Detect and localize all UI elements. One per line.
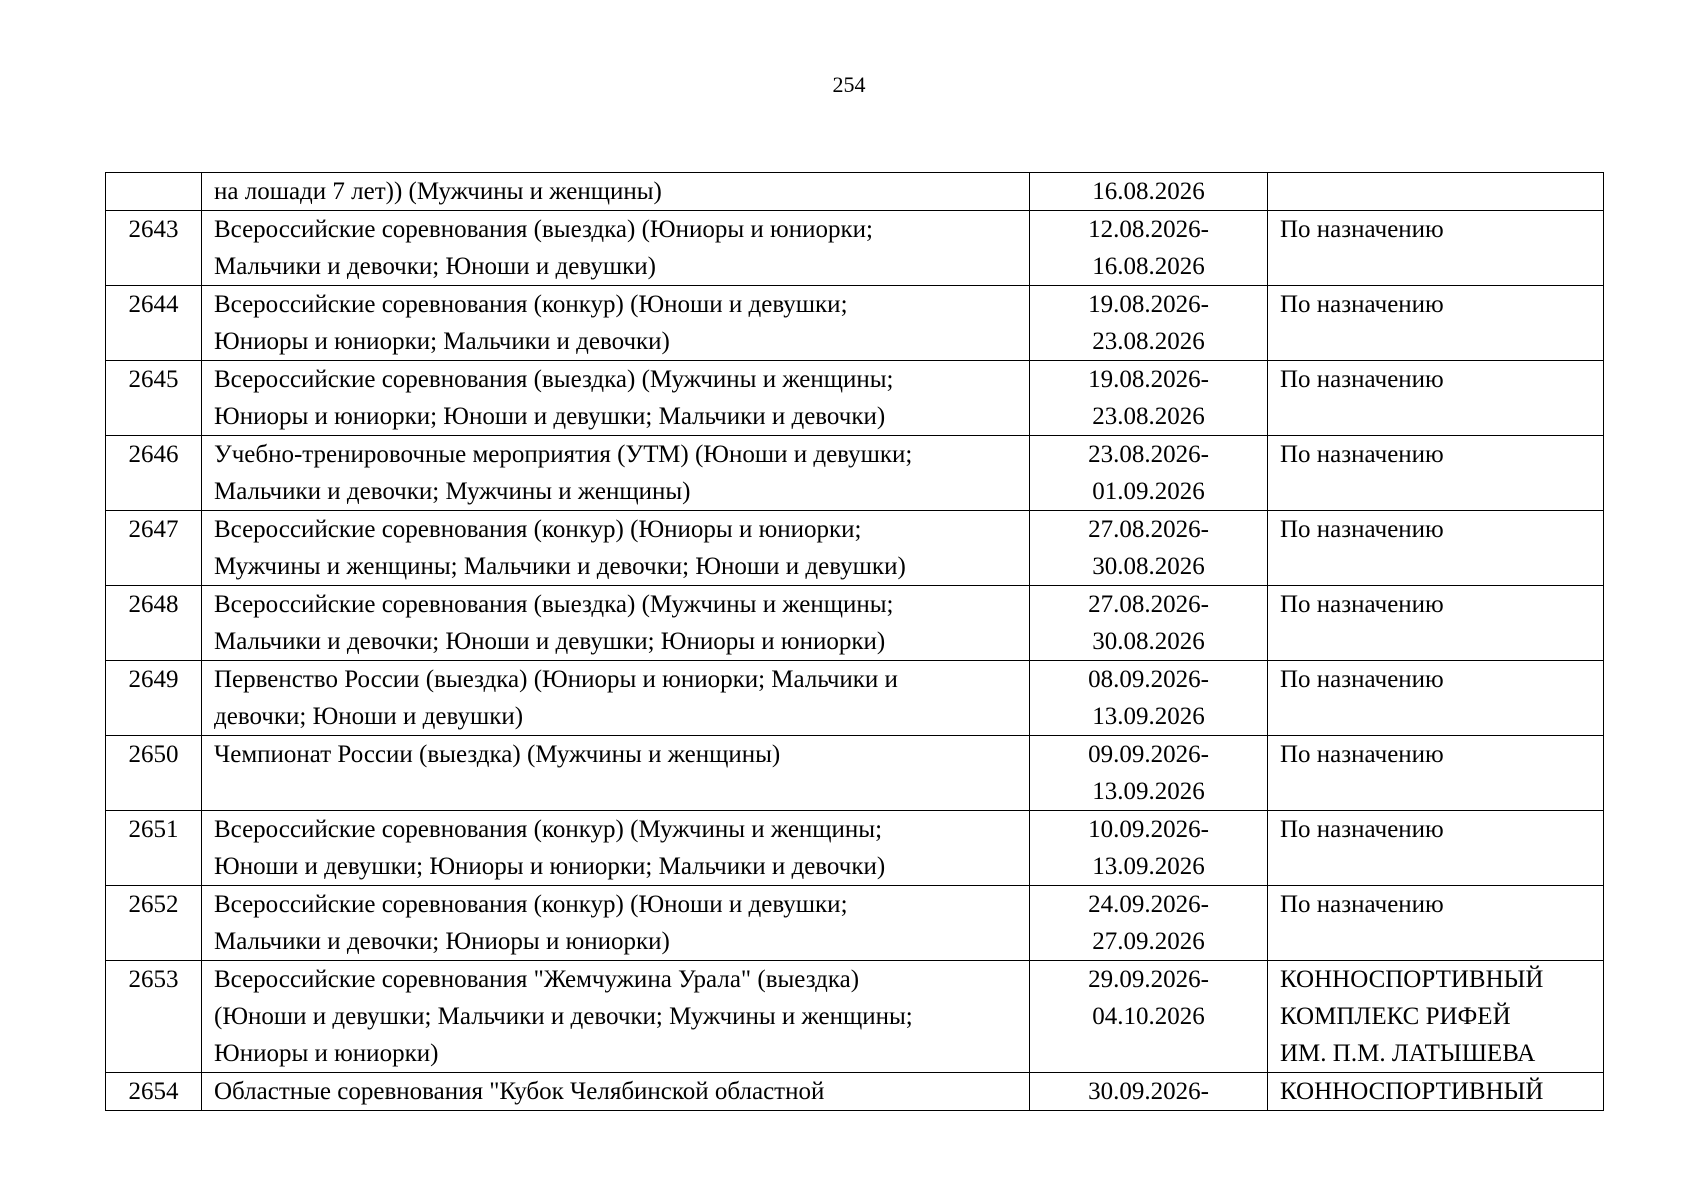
event-place-cell — [1268, 811, 1604, 886]
event-place-line: По назначению — [1280, 666, 1444, 693]
event-name-line: Мальчики и девочки; Мужчины и женщины) — [214, 478, 691, 505]
event-date-line: 13.09.2026 — [1092, 853, 1205, 880]
event-place-cell — [1268, 886, 1604, 961]
event-name-cell — [202, 511, 1030, 586]
event-date-line: 19.08.2026- — [1088, 366, 1209, 393]
event-place-line: По назначению — [1280, 816, 1444, 843]
event-name-line: Мальчики и девочки; Юноши и девушки) — [214, 253, 656, 280]
event-dates-cell — [1030, 361, 1268, 436]
event-place-line: По назначению — [1280, 366, 1444, 393]
event-name-cell — [202, 211, 1030, 286]
event-name-line: Всероссийские соревнования (выездка) (Мужчины и женщины; — [214, 591, 894, 618]
table-row — [106, 736, 1604, 811]
event-place-cell — [1268, 736, 1604, 811]
event-date-line: 01.09.2026 — [1092, 478, 1205, 505]
event-number-cell: 2649 — [106, 661, 202, 736]
event-name-line: Мужчины и женщины; Мальчики и девочки; Юноши и девушки) — [214, 553, 906, 580]
event-name-cell — [202, 286, 1030, 361]
event-date-line: 30.09.2026- — [1088, 1078, 1209, 1105]
event-place-line: По назначению — [1280, 441, 1444, 468]
table-row — [106, 361, 1604, 436]
event-name-line: Первенство России (выездка) (Юниоры и юниорки; Мальчики и — [214, 666, 898, 693]
event-date-line: 27.08.2026- — [1088, 516, 1209, 543]
event-date-line: 16.08.2026 — [1092, 178, 1205, 205]
event-place-cell — [1268, 586, 1604, 661]
table-row — [106, 511, 1604, 586]
event-name-line: Юниоры и юниорки) — [214, 1040, 439, 1067]
event-name-line: Юноши и девушки; Юниоры и юниорки; Мальчики и девочки) — [214, 853, 886, 880]
event-name-cell — [202, 661, 1030, 736]
table-row — [106, 811, 1604, 886]
event-number-cell: 2647 — [106, 511, 202, 586]
table-row — [106, 436, 1604, 511]
event-name-line: Всероссийские соревнования (выездка) (Мужчины и женщины; — [214, 366, 894, 393]
event-date-line: 23.08.2026 — [1092, 403, 1205, 430]
event-name-line: Всероссийские соревнования "Жемчужина Урала" (выездка) — [214, 966, 860, 993]
event-name-line: Всероссийские соревнования (выездка) (Юниоры и юниорки; — [214, 216, 873, 243]
event-name-line: Учебно-тренировочные мероприятия (УТМ) (Юноши и девушки; — [214, 441, 913, 468]
event-number-cell: 2644 — [106, 286, 202, 361]
event-name-line: Областные соревнования "Кубок Челябинской областной — [214, 1078, 825, 1105]
event-name-cell — [202, 436, 1030, 511]
event-number-cell: 2654 — [106, 1073, 202, 1111]
event-dates-cell — [1030, 436, 1268, 511]
event-date-line: 30.08.2026 — [1092, 628, 1205, 655]
event-date-line: 23.08.2026 — [1092, 328, 1205, 355]
event-date-line: 27.08.2026- — [1088, 591, 1209, 618]
event-name-cell — [202, 736, 1030, 811]
table-row — [106, 586, 1604, 661]
event-date-line: 16.08.2026 — [1092, 253, 1205, 280]
event-dates-cell — [1030, 286, 1268, 361]
table-row — [106, 961, 1604, 1073]
event-date-line: 13.09.2026 — [1092, 778, 1205, 805]
event-name-line: Чемпионат России (выездка) (Мужчины и женщины) — [214, 741, 781, 768]
event-dates-cell — [1030, 211, 1268, 286]
event-date-line: 12.08.2026- — [1088, 216, 1209, 243]
event-name-cell — [202, 1073, 1030, 1111]
event-name-cell — [202, 361, 1030, 436]
event-date-line: 23.08.2026- — [1088, 441, 1209, 468]
event-name-line: Юниоры и юниорки; Мальчики и девочки) — [214, 328, 670, 355]
event-place-cell — [1268, 436, 1604, 511]
event-name-line: Всероссийские соревнования (конкур) (Юноши и девушки; — [214, 891, 848, 918]
event-date-line: 27.09.2026 — [1092, 928, 1205, 955]
event-date-line: 29.09.2026- — [1088, 966, 1209, 993]
event-name-cell — [202, 961, 1030, 1073]
event-dates-cell — [1030, 586, 1268, 661]
event-date-line: 09.09.2026- — [1088, 741, 1209, 768]
event-dates-cell — [1030, 811, 1268, 886]
event-name-line: Юниоры и юниорки; Юноши и девушки; Мальчики и девочки) — [214, 403, 886, 430]
event-place-line: По назначению — [1280, 216, 1444, 243]
event-date-line: 10.09.2026- — [1088, 816, 1209, 843]
event-name-cell — [202, 886, 1030, 961]
table-row — [106, 211, 1604, 286]
table-row — [106, 173, 1604, 211]
event-date-line: 24.09.2026- — [1088, 891, 1209, 918]
event-name-cell — [202, 811, 1030, 886]
event-dates-cell — [1030, 961, 1268, 1073]
event-place-line: КОМПЛЕКС РИФЕЙ — [1280, 1003, 1511, 1030]
event-name-line: на лошади 7 лет)) (Мужчины и женщины) — [214, 178, 662, 205]
event-name-line: Всероссийские соревнования (конкур) (Юниоры и юниорки; — [214, 516, 862, 543]
event-place-cell — [1268, 286, 1604, 361]
event-name-cell — [202, 586, 1030, 661]
event-name-line: Всероссийские соревнования (конкур) (Мужчины и женщины; — [214, 816, 883, 843]
event-dates-cell — [1030, 661, 1268, 736]
page-number: 254 — [832, 72, 866, 97]
event-date-line: 04.10.2026 — [1092, 1003, 1205, 1030]
event-place-line: По назначению — [1280, 591, 1444, 618]
event-number-cell: 2652 — [106, 886, 202, 961]
events-table-body — [106, 173, 1604, 1111]
event-date-line: 13.09.2026 — [1092, 703, 1205, 730]
event-number-cell: 2646 — [106, 436, 202, 511]
event-place-cell — [1268, 1073, 1604, 1111]
event-name-line: Мальчики и девочки; Юноши и девушки; Юниоры и юниорки) — [214, 628, 886, 655]
event-date-line: 08.09.2026- — [1088, 666, 1209, 693]
event-dates-cell — [1030, 511, 1268, 586]
event-place-line: По назначению — [1280, 891, 1444, 918]
event-number-cell: 2643 — [106, 211, 202, 286]
event-number-cell: 2645 — [106, 361, 202, 436]
event-date-line: 19.08.2026- — [1088, 291, 1209, 318]
event-dates-cell — [1030, 736, 1268, 811]
event-name-line: девочки; Юноши и девушки) — [214, 703, 524, 730]
event-place-line: ИМ. П.М. ЛАТЫШЕВА — [1280, 1040, 1536, 1067]
table-row — [106, 1073, 1604, 1111]
event-place-cell — [1268, 361, 1604, 436]
event-place-line: КОННОСПОРТИВНЫЙ — [1280, 1078, 1544, 1105]
event-place-cell — [1268, 661, 1604, 736]
event-name-line: (Юноши и девушки; Мальчики и девочки; Мужчины и женщины; — [214, 1003, 913, 1030]
event-name-line: Мальчики и девочки; Юниоры и юниорки) — [214, 928, 670, 955]
event-place-line: КОННОСПОРТИВНЫЙ — [1280, 966, 1544, 993]
event-number-cell — [106, 173, 202, 211]
table-row — [106, 886, 1604, 961]
event-place-cell — [1268, 961, 1604, 1073]
event-dates-cell — [1030, 886, 1268, 961]
table-row — [106, 286, 1604, 361]
table-row — [106, 661, 1604, 736]
event-place-line: По назначению — [1280, 516, 1444, 543]
event-date-line: 30.08.2026 — [1092, 553, 1205, 580]
event-place-cell — [1268, 211, 1604, 286]
event-dates-cell — [1030, 173, 1268, 211]
event-place-cell — [1268, 511, 1604, 586]
event-place-line: По назначению — [1280, 741, 1444, 768]
event-number-cell: 2648 — [106, 586, 202, 661]
event-name-cell — [202, 173, 1030, 211]
event-place-line: По назначению — [1280, 291, 1444, 318]
event-place-cell — [1268, 173, 1604, 211]
event-number-cell: 2653 — [106, 961, 202, 1073]
event-number-cell: 2650 — [106, 736, 202, 811]
event-number-cell: 2651 — [106, 811, 202, 886]
event-name-line: Всероссийские соревнования (конкур) (Юноши и девушки; — [214, 291, 848, 318]
events-table — [105, 172, 1604, 1111]
event-dates-cell — [1030, 1073, 1268, 1111]
